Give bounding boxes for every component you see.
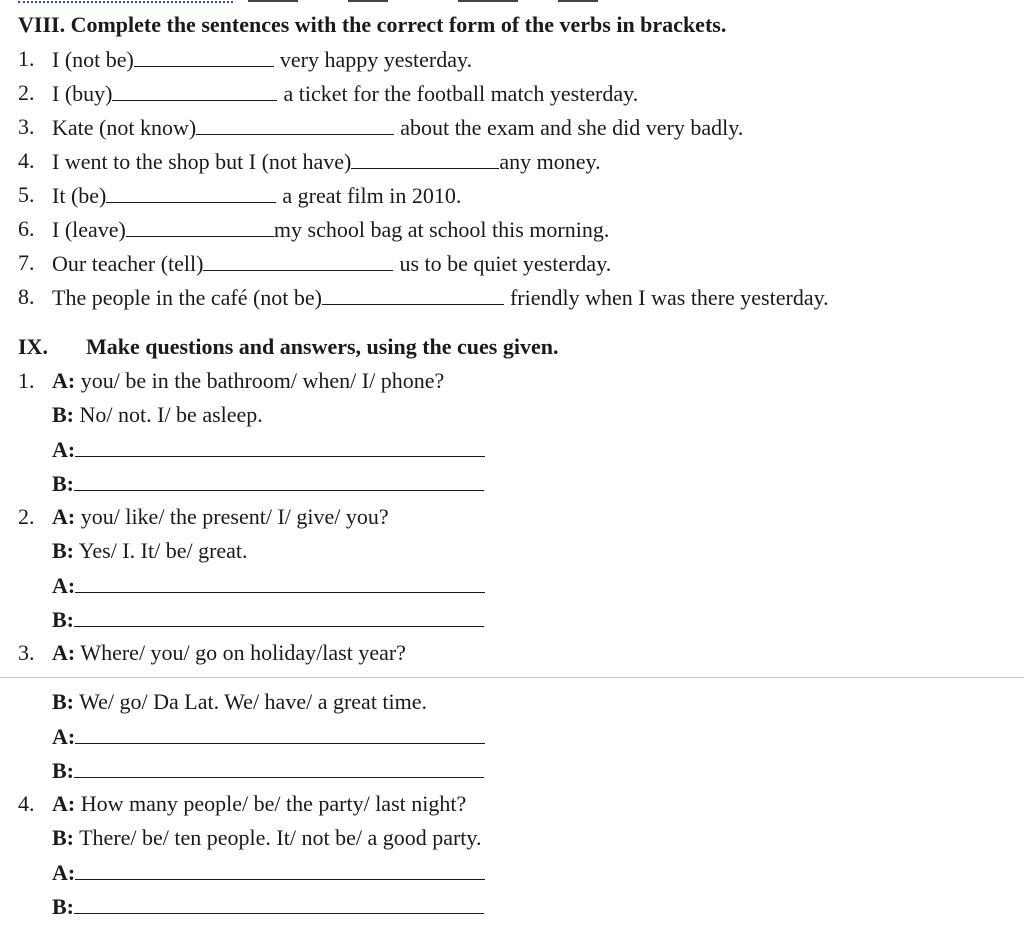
list-item: 2. A: you/ like/ the present/ I/ give/ you? — [18, 504, 389, 529]
cue-line: B: We/ go/ Da Lat. We/ have/ a great time. — [52, 689, 428, 714]
answer-blank[interactable] — [75, 721, 485, 744]
list-item: 3. A: Where/ you/ go on holiday/last year? — [18, 640, 406, 665]
clipped-previous-line — [18, 0, 638, 6]
answer-line: A: — [0, 721, 1024, 751]
answer-line: B: — [0, 468, 1024, 498]
answer-blank[interactable] — [75, 434, 485, 457]
spellcheck-underline — [18, 0, 233, 3]
answer-blank[interactable] — [74, 468, 484, 491]
list-item: 1. I (not be) very happy yesterday. — [18, 46, 473, 72]
answer-line: B: — [0, 891, 1024, 921]
answer-blank[interactable] — [203, 248, 393, 271]
list-item: 8. The people in the café (not be) friendly when I was there yesterday. — [18, 284, 829, 310]
list-item: 6. I (leave) my school bag at school this morning. — [18, 216, 610, 242]
cue-line: B: No/ not. I/ be asleep. — [52, 402, 263, 427]
answer-line: A: — [0, 570, 1024, 600]
answer-line: A: — [0, 434, 1024, 464]
section-ix-heading: IX. Make questions and answers, using the cues given. — [18, 334, 559, 359]
answer-blank[interactable] — [106, 180, 276, 203]
answer-blank[interactable] — [351, 146, 499, 169]
section-viii-heading: VIII. Complete the sentences with the correct form of the verbs in brackets. — [18, 12, 727, 37]
answer-blank[interactable] — [322, 282, 504, 305]
list-item: 2. I (buy) a ticket for the football match yesterday. — [18, 80, 639, 106]
list-item: 1. A: you/ be in the bathroom/ when/ I/ phone? — [18, 368, 445, 393]
list-item: 7. Our teacher (tell) us to be quiet yesterday. — [18, 250, 612, 276]
answer-blank[interactable] — [196, 112, 394, 135]
answer-blank[interactable] — [74, 891, 484, 914]
list-item: 4. I went to the shop but I (not have) any money. — [18, 148, 601, 174]
answer-line: B: — [0, 755, 1024, 785]
answer-blank[interactable] — [74, 755, 484, 778]
answer-line: B: — [0, 604, 1024, 634]
list-item: 3. Kate (not know) about the exam and she did very badly. — [18, 114, 744, 140]
answer-blank[interactable] — [75, 857, 485, 880]
answer-blank[interactable] — [75, 570, 485, 593]
page-break-divider — [0, 677, 1024, 678]
answer-blank[interactable] — [126, 214, 274, 237]
answer-blank[interactable] — [74, 604, 484, 627]
cue-line: B: Yes/ I. It/ be/ great. — [52, 538, 248, 563]
answer-blank[interactable] — [134, 44, 274, 67]
cue-line: B: There/ be/ ten people. It/ not be/ a good party. — [52, 825, 482, 850]
list-item: 4. A: How many people/ be/ the party/ last night? — [18, 791, 467, 816]
answer-line: A: — [0, 857, 1024, 887]
answer-blank[interactable] — [112, 78, 277, 101]
list-item: 5. It (be) a great film in 2010. — [18, 182, 462, 208]
